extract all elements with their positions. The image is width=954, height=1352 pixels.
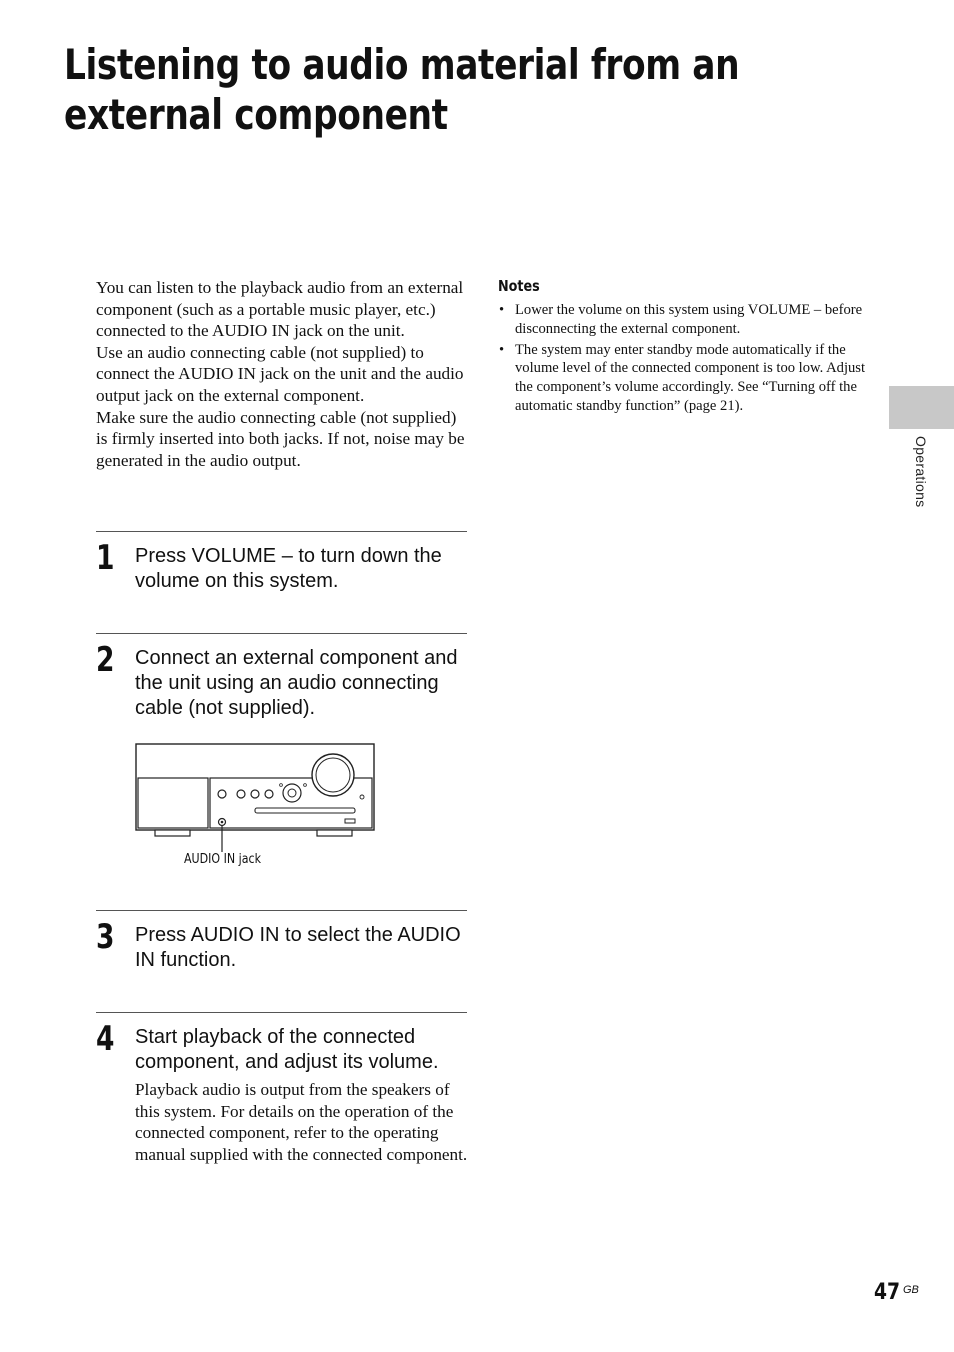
page-number-suffix: GB	[903, 1284, 919, 1296]
section-tab	[889, 386, 954, 429]
note-item	[498, 301, 878, 339]
bullet-icon: •	[499, 302, 505, 318]
intro-paragraph-3: Make sure the audio connecting cable (not supplied) is firmly inserted into both jacks. If not, noise may be generated in the audio output.	[96, 407, 465, 470]
intro-paragraph-1: You can listen to the playback audio from an external component (such as a portable music player, etc.) connected to the AUDIO IN jack on the unit.	[96, 278, 464, 341]
step-divider	[96, 531, 467, 532]
step-divider	[96, 910, 467, 911]
intro-paragraph-2: Use an audio connecting cable (not supplied) to connect the AUDIO IN jack on the unit and the audio output jack on the external component.	[96, 342, 464, 405]
step-number: 3	[96, 917, 115, 957]
bullet-icon: •	[499, 341, 505, 358]
audio-in-jack-label: AUDIO IN jack	[184, 852, 261, 867]
step-instruction: Connect an external component and the unit using an audio connecting cable (not supplied).	[135, 647, 458, 719]
page-title	[64, 40, 740, 140]
intro-text	[96, 277, 468, 471]
unit-front-panel-illustration	[135, 742, 380, 857]
step-detail: Playback audio is output from the speakers of this system. For details on the operation of the connected component, refer to the operating manual supplied with the connected component.	[135, 1080, 468, 1164]
note-item	[498, 341, 878, 416]
note-text: Lower the volume on this system using VOLUME – before disconnecting the external component.	[515, 302, 863, 337]
step-number: 1	[96, 538, 115, 578]
step-instruction: Press VOLUME – to turn down the volume on this system.	[135, 545, 442, 592]
title-line-2: external component	[64, 90, 448, 139]
section-tab-label: Operations	[913, 436, 929, 508]
step-number: 4	[96, 1019, 115, 1059]
step-instruction: Press AUDIO IN to select the AUDIO IN function.	[135, 924, 461, 971]
notes-section	[498, 277, 878, 418]
step-instruction: Start playback of the connected component, and adjust its volume.	[135, 1026, 439, 1073]
step-divider	[96, 633, 467, 634]
title-line-1: Listening to audio material from an	[64, 40, 740, 89]
notes-heading: Notes	[498, 277, 540, 295]
note-text: The system may enter standby mode automatically if the volume level of the connected component is too low. Adjust the component’s volume accordingly. See “Turning off the automatic standby function” (page 21).	[515, 341, 866, 414]
step-number: 2	[96, 640, 115, 680]
page-number: 47	[874, 1280, 901, 1305]
step-divider	[96, 1012, 467, 1013]
